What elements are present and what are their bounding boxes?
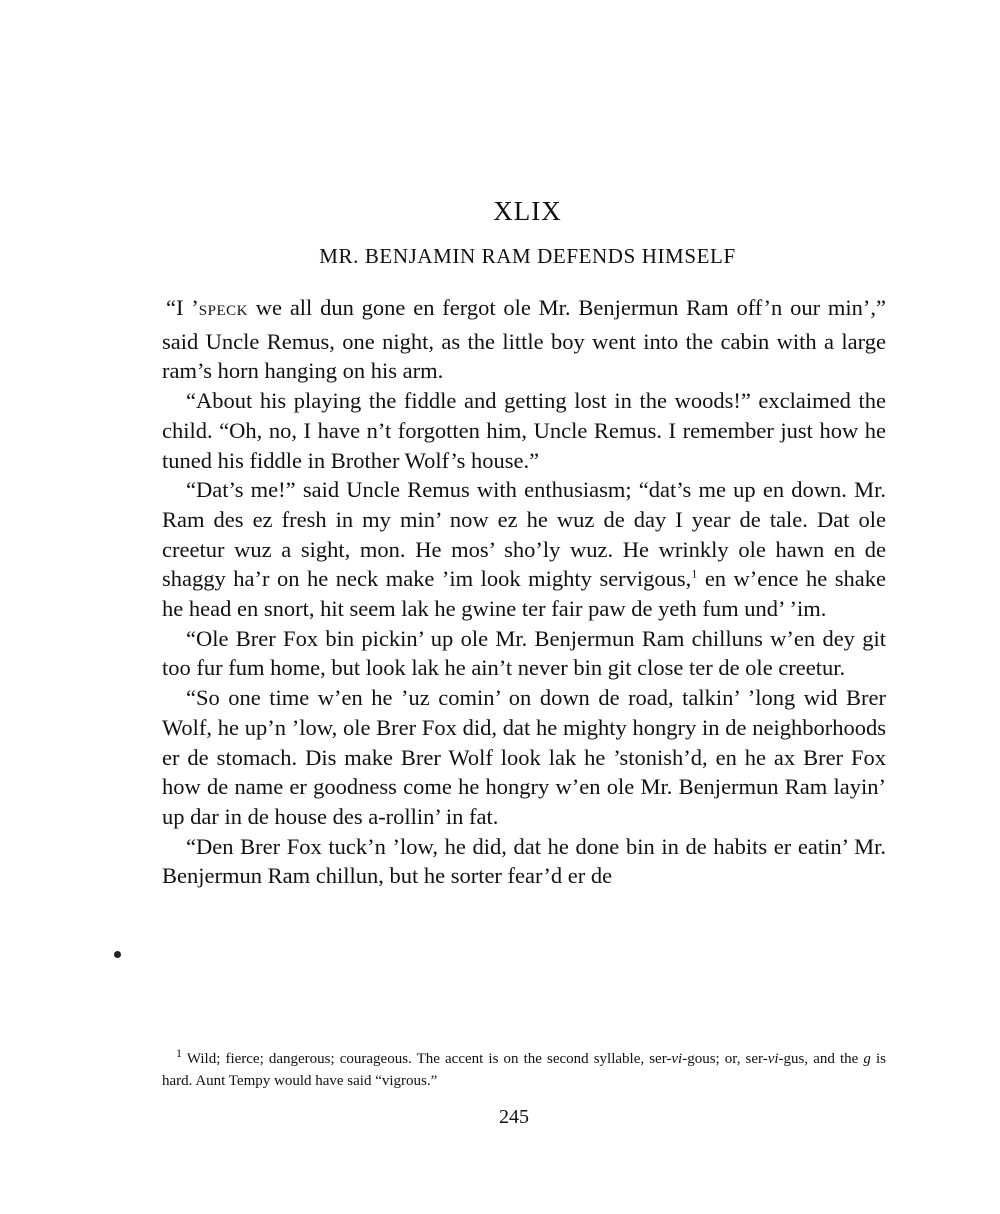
chapter-number: XLIX: [493, 196, 562, 226]
paragraph-3: [162, 475, 886, 624]
footnote-reference[interactable]: 1: [691, 566, 698, 581]
footnote-italic-3: g: [863, 1051, 871, 1067]
paragraph-6: “Den Brer Fox tuck’n ’low, he did, dat he done bin in de habits er eatin’ Mr. Benjermun Ram chillun, but he sorter fear’d er de: [162, 833, 886, 889]
margin-dot-mark: [114, 951, 121, 958]
chapter-title: MR. BENJAMIN RAM DEFENDS HIMSELF: [319, 244, 736, 268]
footnote-marker: 1: [176, 1046, 182, 1060]
chapter-body: [162, 293, 886, 891]
page-number: 245: [499, 1106, 529, 1128]
opening-quote: “I ’: [166, 295, 199, 320]
paragraph-3-text-b: en w’ence he shake he head en snort, hit seem lak he gwine ter fair paw de yeth fum und’ ’im.: [162, 566, 886, 622]
footnote-text-4: is hard. Aunt Tempy would have said “vigrous.”: [162, 1051, 886, 1089]
paragraph-3-text-a: “Dat’s me!” said Uncle Remus with enthusiasm; “dat’s me up en down. Mr. Ram des ez fresh in my min’ now ez he wuz de day I year de tale. Dat ole creetur wuz a sight, mon. He mos’ sho’ly wuz. He wrinkly ole hawn en de shaggy ha’r on he neck make ’im look mighty servigous,: [162, 477, 886, 592]
paragraph-1: [162, 293, 886, 386]
footnote-text-3: -gus, and the: [778, 1051, 864, 1067]
footnote-italic-2: vi: [767, 1051, 779, 1067]
footnote: [162, 1048, 886, 1092]
footnote-text-1: Wild; fierce; dangerous; courageous. The accent is on the second syllable, ser-: [182, 1051, 672, 1067]
footnote-text-2: -gous; or, ser-: [682, 1051, 768, 1067]
paragraph-1-text: we all dun gone en fergot ole Mr. Benjermun Ram off’n our min’,” said Uncle Remus, one night, as the little boy went into the cabin with a large ram’s horn hanging on his arm.: [162, 295, 886, 384]
paragraph-5: “So one time w’en he ’uz comin’ on down de road, talkin’ ’long wid Brer Wolf, he up’n ’low, ole Brer Fox did, dat he mighty hongry in de neighborhoods er de stomach. Dis make Brer Wolf look lak he ’stonish’d, en he ax Brer Fox how de name er goodness come he hongry w’en ole Mr. Benjermun Ram layin’ up dar in de house des a-rollin’ in fat.: [162, 685, 886, 829]
paragraph-2: “About his playing the fiddle and getting lost in the woods!” exclaimed the child. “Oh, no, I have n’t forgotten him, Uncle Remus. I remember just how he tuned his fiddle in Brother Wolf’s house.”: [162, 388, 886, 473]
small-caps-word: SPECK: [198, 303, 248, 319]
paragraph-4: “Ole Brer Fox bin pickin’ up ole Mr. Benjermun Ram chilluns w’en dey git too fur fum home, but look lak he ain’t never bin git close ter de ole creetur.: [162, 625, 886, 681]
footnote-italic-1: vi: [671, 1051, 683, 1067]
